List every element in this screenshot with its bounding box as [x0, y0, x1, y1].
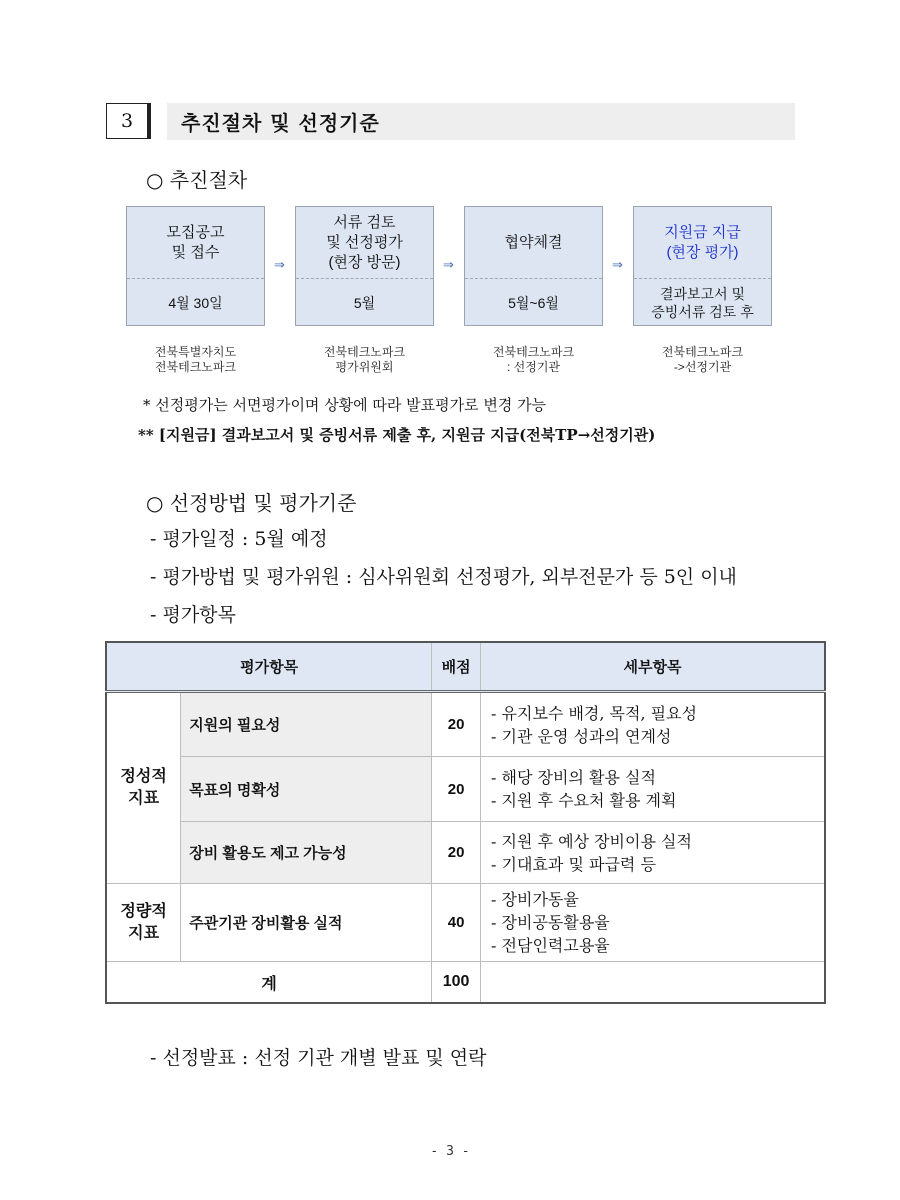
evaluation-table: [105, 641, 826, 1004]
table-row: [106, 692, 825, 757]
row-score: 20: [432, 822, 481, 884]
detail-line: - 기관 운영 성과의 연계성: [491, 726, 672, 746]
process-step-3: [464, 206, 603, 326]
header-detail: 세부항목: [481, 642, 825, 692]
row-item: 지원의 필요성: [181, 692, 432, 757]
header-score: 배점: [432, 642, 481, 692]
process-step-title: 협약체결: [465, 207, 602, 279]
process-step-org: 전북테크노파크 ->선정기관: [661, 345, 744, 374]
process-step-date: 4월 30일: [168, 295, 223, 311]
detail-line: - 유지보수 배경, 목적, 필요성: [491, 703, 697, 723]
process-step-title: 서류 검토 및 선정평가 (현장 방문): [296, 207, 433, 279]
process-step-org: 전북특별자치도 전북테크노파크: [154, 345, 237, 374]
process-step-date: 5월~6월: [508, 295, 559, 311]
detail-line: - 기대효과 및 파급력 등: [491, 854, 656, 874]
row-score: 20: [432, 757, 481, 822]
row-item: 목표의 명확성: [181, 757, 432, 822]
process-step-title: 모집공고 및 접수: [127, 207, 264, 279]
table-total-row: [106, 962, 825, 1004]
detail-line: - 장비가동율: [491, 890, 579, 909]
category-quantitative: 정량적 지표: [106, 884, 181, 962]
process-step-4: [633, 206, 772, 326]
row-score: 40: [432, 884, 481, 962]
row-details: [481, 692, 825, 757]
arrow-icon: ⇒: [443, 258, 454, 273]
section-title-bar: [167, 103, 795, 140]
section-number-box: [106, 103, 148, 139]
table-row: [106, 822, 825, 884]
row-details: [481, 884, 825, 962]
criteria-schedule: - 평가일정 : 5월 예정: [150, 528, 328, 550]
process-step-date: 5월: [353, 295, 376, 311]
process-step-title: 지원금 지급 (현장 평가): [634, 207, 771, 279]
detail-line: - 전담인력고용율: [491, 936, 610, 955]
header-item: 평가항목: [106, 642, 432, 692]
detail-line: - 해당 장비의 활용 실적: [491, 768, 656, 787]
section-number: 3: [120, 110, 134, 132]
process-step-org: 전북테크노파크 : 선정기관: [492, 345, 575, 374]
table-row: [106, 884, 825, 962]
category-qualitative: 정성적 지표: [106, 692, 181, 884]
procedure-note-1: * 선정평가는 서면평가이며 상황에 따라 발표평가로 변경 가능: [143, 396, 547, 414]
table-header-row: [106, 642, 825, 692]
total-label: 계: [106, 962, 432, 1004]
table-row: [106, 757, 825, 822]
row-details: [481, 757, 825, 822]
process-step-date: 결과보고서 및 증빙서류 검토 후: [651, 286, 754, 320]
arrow-icon: ⇒: [612, 258, 623, 273]
page-number: - 3 -: [430, 1144, 470, 1159]
total-detail-empty: [481, 962, 825, 1004]
row-details: [481, 822, 825, 884]
section-title: 추진절차 및 선정기준: [181, 111, 380, 135]
detail-line: - 장비공동활용율: [491, 913, 610, 932]
total-score: 100: [432, 962, 481, 1004]
criteria-method: - 평가방법 및 평가위원 : 심사위원회 선정평가, 외부전문가 등 5인 이내: [150, 566, 737, 588]
process-step-org: 전북테크노파크 평가위원회: [323, 345, 406, 374]
detail-line: - 지원 후 예상 장비이용 실적: [491, 831, 692, 851]
process-step-1: [126, 206, 265, 326]
row-score: 20: [432, 692, 481, 757]
detail-line: - 지원 후 수요처 활용 계획: [491, 791, 677, 810]
process-step-2: [295, 206, 434, 326]
announcement: - 선정발표 : 선정 기관 개별 발표 및 연락: [150, 1047, 487, 1069]
procedure-heading: ○ 추진절차: [146, 168, 248, 192]
criteria-items-label: - 평가항목: [150, 604, 236, 626]
arrow-icon: ⇒: [274, 258, 285, 273]
row-item: 주관기관 장비활용 실적: [181, 884, 432, 962]
row-item: 장비 활용도 제고 가능성: [181, 822, 432, 884]
procedure-note-2: ** [지원금] 결과보고서 및 증빙서류 제출 후, 지원금 지급(전북TP→선정기관): [138, 426, 656, 444]
criteria-heading: ○ 선정방법 및 평가기준: [146, 491, 357, 515]
